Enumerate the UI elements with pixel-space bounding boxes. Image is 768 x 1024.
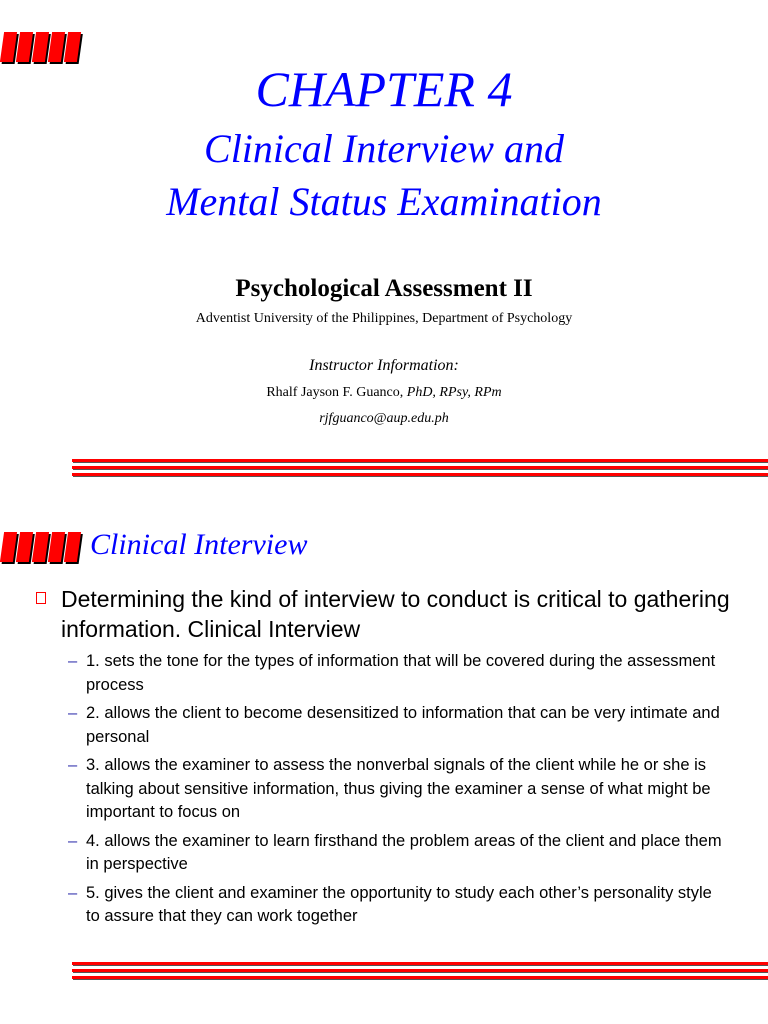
chapter-title: CHAPTER 4 bbox=[255, 61, 513, 117]
sub-bullet-list bbox=[68, 650, 728, 934]
subtitle-line-1: Clinical Interview and bbox=[204, 126, 564, 171]
main-bullet bbox=[36, 584, 736, 644]
instructor-credentials: PhD, RPsy, RPm bbox=[406, 385, 502, 400]
red-bars-icon bbox=[2, 32, 79, 62]
dash-icon: – bbox=[68, 883, 78, 902]
list-item: – 3. allows the examiner to assess the nonverbal signals of the client while he or she is talking about sensitive information, thus giving the examiner a sense of what might be important to focus on bbox=[68, 756, 711, 821]
red-square-bullet-icon bbox=[36, 592, 46, 604]
dash-icon: – bbox=[68, 831, 78, 850]
main-bullet-text: Determining the kind of interview to conduct is critical to gathering information. Clinical Interview bbox=[61, 586, 730, 642]
list-item: – 4. allows the examiner to learn firsthand the problem areas of the client and place them in perspective bbox=[68, 831, 722, 873]
list-item: – 5. gives the client and examiner the opportunity to study each other’s personality style to assure that they can work together bbox=[68, 883, 712, 925]
section-title: Clinical Interview bbox=[90, 528, 308, 561]
title-slide bbox=[0, 0, 768, 500]
list-item: – 1. sets the tone for the types of information that will be covered during the assessment process bbox=[68, 652, 716, 694]
red-bars-icon bbox=[2, 532, 79, 562]
instructor-name: Rhalf Jayson F. Guanco, bbox=[266, 385, 407, 400]
instructor-name-line bbox=[0, 385, 768, 401]
divider-stripes bbox=[72, 962, 768, 983]
instructor-heading: Instructor Information: bbox=[309, 357, 459, 374]
list-item: – 2. allows the client to become desensitized to information that can be very intimate and personal bbox=[68, 704, 720, 746]
dash-icon: – bbox=[68, 652, 78, 670]
divider-stripes bbox=[72, 459, 768, 480]
course-title: Psychological Assessment II bbox=[235, 275, 533, 302]
content-slide bbox=[0, 500, 768, 1024]
department: Adventist University of the Philippines, Department of Psychology bbox=[195, 311, 573, 326]
subtitle-line-2: Mental Status Examination bbox=[166, 179, 602, 224]
dash-icon: – bbox=[68, 704, 78, 722]
instructor-email: rjfguanco@aup.edu.ph bbox=[319, 411, 449, 426]
dash-icon: – bbox=[68, 756, 78, 774]
